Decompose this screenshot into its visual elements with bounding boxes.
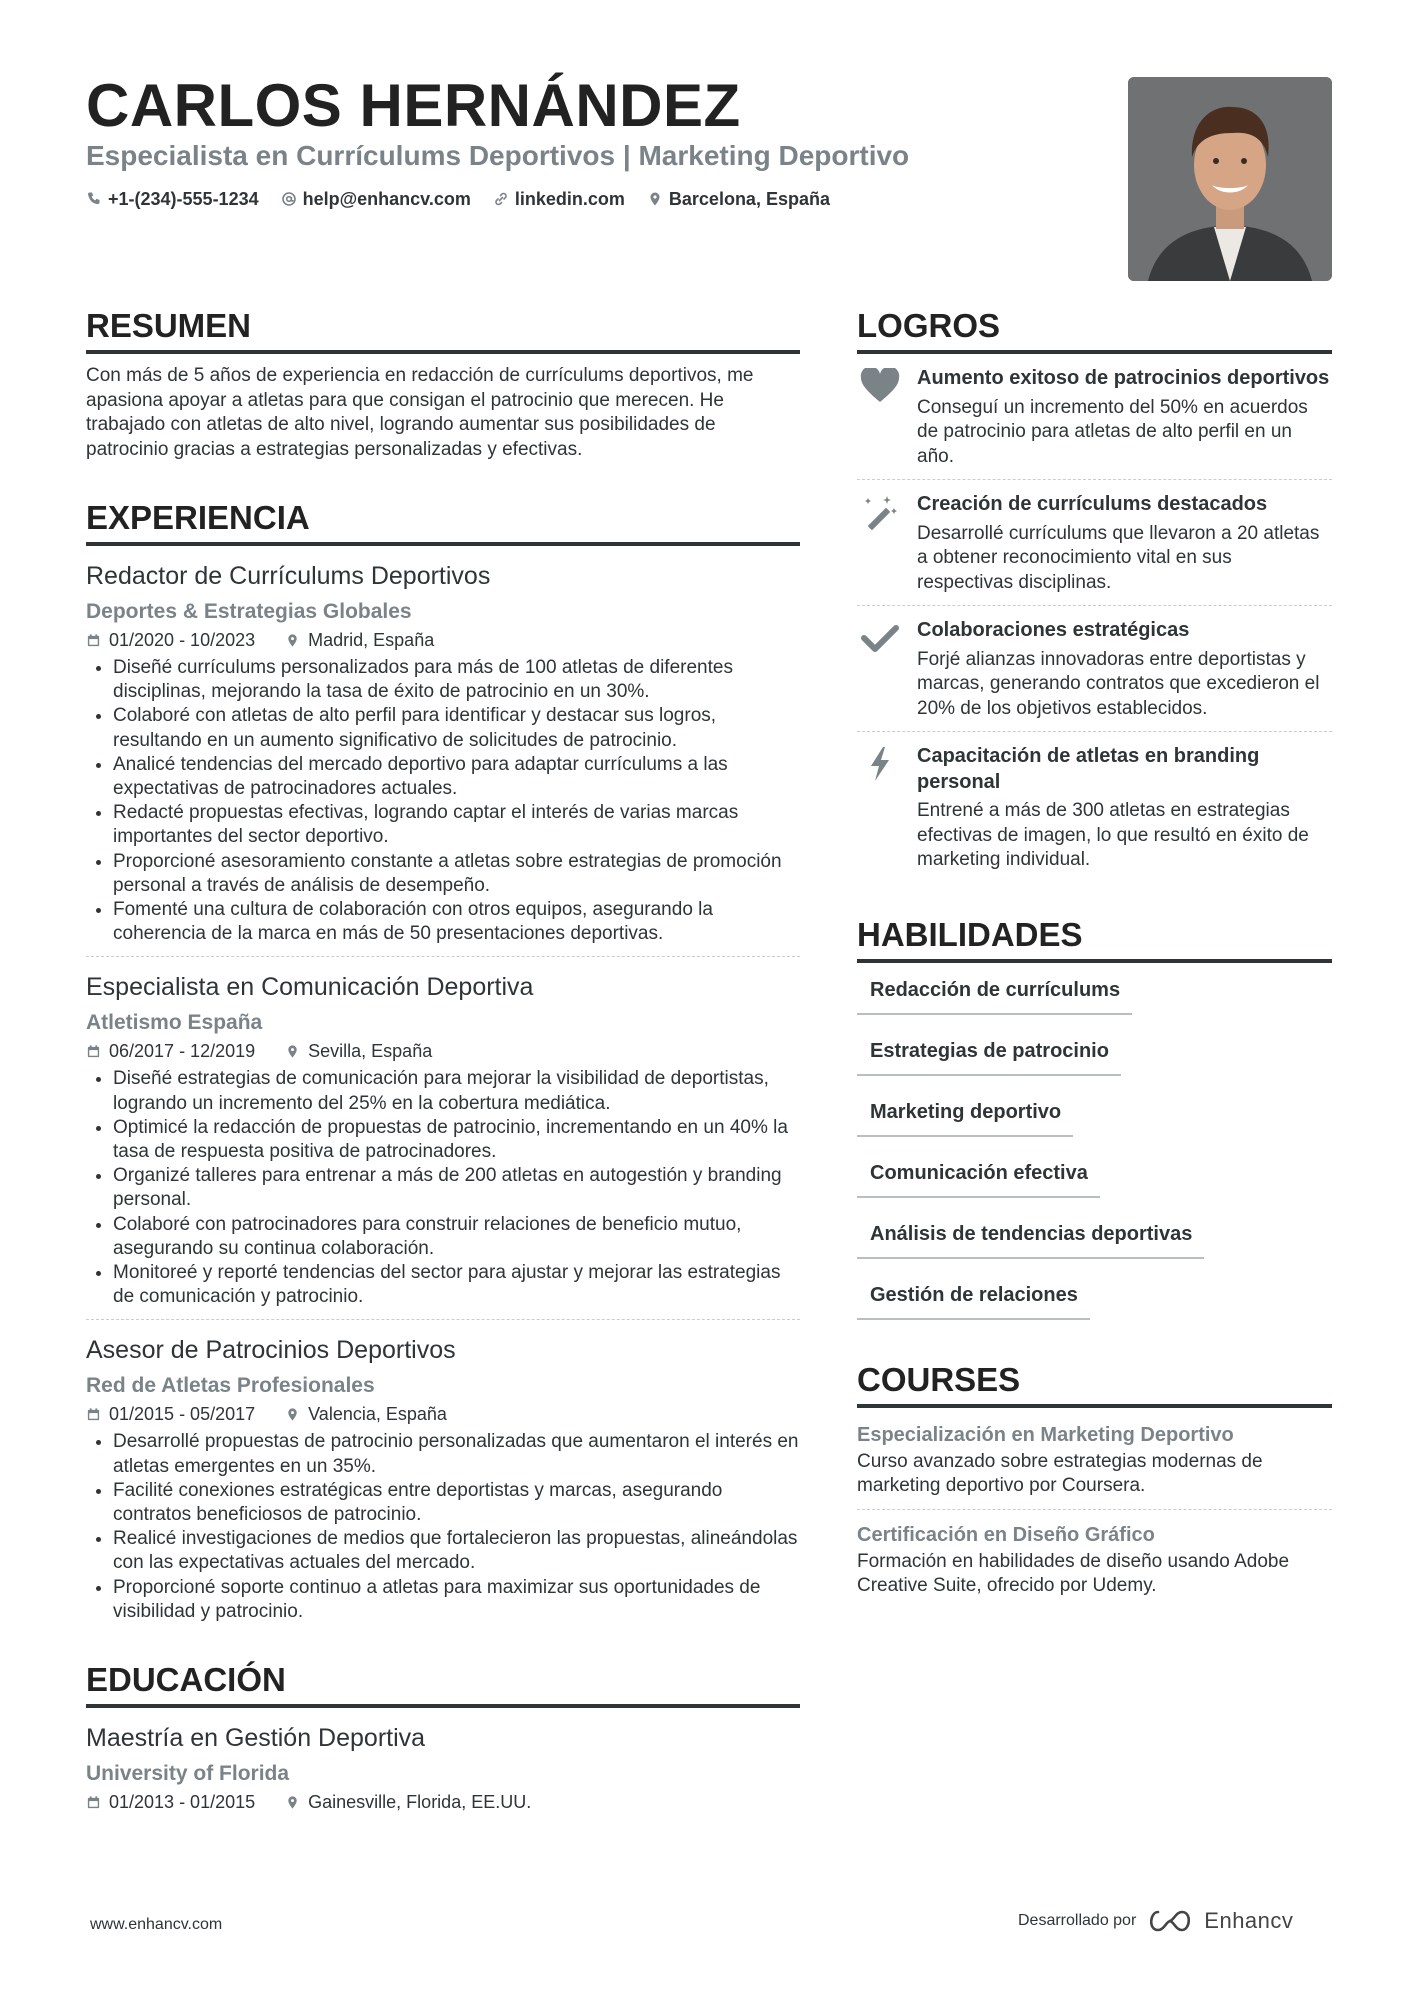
school-name: University of Florida [86,1762,290,1786]
candidate-name: CARLOS HERNÁNDEZ [86,72,741,139]
bullet-item: • Optimicé la redacción de propuestas de patrocinio, incrementando en un 40% la tasa de respuesta positiva de patrocinadores. [113,1116,800,1164]
calendar-icon [86,1044,101,1059]
skill-tag: Gestión de relaciones [857,1276,1090,1320]
bullet-item: • Colaboré con patrocinadores para construir relaciones de beneficio mutuo, asegurando su continua colaboración. [113,1213,800,1261]
job-title: Asesor de Patrocinios Deportivos [86,1336,456,1365]
skill-tag: Estrategias de patrocinio [857,1032,1121,1076]
achievement-title: Capacitación de atletas en branding personal [917,745,1260,793]
job-meta [86,1039,800,1063]
education-meta [86,1790,800,1814]
skill-tag: Redacción de currículums [857,971,1132,1015]
candidate-subtitle: Especialista en Currículums Deportivos | Marketing Deportivo [86,140,910,171]
magic-wand-icon [860,494,900,530]
job-title: Especialista en Comunicación Deportiva [86,973,534,1002]
calendar-icon [86,1795,101,1810]
achievement-title: Colaboraciones estratégicas [917,619,1190,641]
enhancv-logo-icon [1146,1908,1194,1934]
achievement-desc: Desarrollé currículums que llevaron a 20 atletas a obtener reconocimiento vital en sus respectivas disciplinas. [917,522,1320,593]
course-title: Especialización en Marketing Deportivo [857,1423,1234,1446]
powered-by-text: Desarrollado por [1018,1912,1137,1929]
experience-heading: EXPERIENCIA [86,498,800,546]
job-bullets [86,1067,800,1309]
bullet-item: • Colaboré con atletas de alto perfil para identificar y destacar sus logros, resultando en un aumento significativo de solicitudes de patrocinio. [113,704,800,752]
skills-list [857,971,1332,1320]
education-entry [86,1722,800,1814]
location-pin-icon [285,633,300,648]
achievement-item [857,732,1332,883]
job-entry [86,560,800,957]
job-company: Atletismo España [86,1011,263,1035]
contact-location [647,186,830,212]
profile-photo [1128,77,1332,281]
bullet-item: • Fomenté una cultura de colaboración con otros equipos, asegurando la coherencia de la marca en más de 50 presentaciones deportivas. [113,898,800,946]
achievement-title: Aumento exitoso de patrocinios deportivos [917,367,1330,389]
calendar-icon [86,1407,101,1422]
skill-tag: Análisis de tendencias deportivas [857,1215,1204,1259]
skill-tag: Comunicación efectiva [857,1154,1100,1198]
achievement-item [857,354,1332,480]
brand-name: Enhancv [1204,1908,1294,1933]
achievements-heading: LOGROS [857,306,1332,354]
job-entry [86,1334,800,1624]
location-pin-icon [285,1044,300,1059]
job-bullets [86,1430,800,1624]
lightning-icon [860,746,900,782]
location-pin-icon [647,191,663,207]
achievement-desc: Entrené a más de 300 atletas en estrategias efectivas de imagen, lo que resultó en éxito de marketing individual. [917,800,1309,870]
degree-title: Maestría en Gestión Deportiva [86,1724,426,1753]
job-location: Madrid, España [308,630,435,650]
bullet-item: • Monitoreé y reporté tendencias del sector para ajustar y mejorar las estrategias de comunicación y patrocinio. [113,1261,800,1309]
job-entry [86,971,800,1320]
contact-email[interactable] [281,186,471,212]
job-location: Sevilla, España [308,1041,433,1062]
achievement-item [857,480,1332,606]
achievement-title: Creación de currículums destacados [917,493,1268,515]
location-text: Barcelona, España [668,189,830,209]
linkedin-text: linkedin.com [514,189,625,209]
bullet-item: • Proporcioné asesoramiento constante a atletas sobre estrategias de promoción personal a través de análisis de desempeño. [113,850,800,898]
bullet-item: • Realicé investigaciones de medios que fortalecieron las propuestas, alineándolas con las expectativas actuales del mercado. [113,1527,800,1575]
bullet-item: • Proporcioné soporte continuo a atletas para maximizar sus oportunidades de visibilidad y patrocinio. [113,1576,800,1624]
job-dates: 01/2020 - 10/2023 [109,630,256,650]
skills-heading: HABILIDADES [857,915,1332,963]
contact-phone[interactable] [86,186,259,212]
course-item [857,1408,1332,1510]
checkmark-icon [860,620,900,656]
phone-text: +1-(234)-555-1234 [108,189,259,209]
job-company: Deportes & Estrategias Globales [86,600,412,623]
courses-heading: COURSES [857,1360,1332,1408]
footer-branding [1018,1908,1293,1934]
phone-icon [86,191,102,207]
link-icon [493,191,509,207]
bullet-item: • Redacté propuestas efectivas, logrando captar el interés de varias marcas importantes del sector deportivo. [113,801,800,849]
achievement-desc: Forjé alianzas innovadoras entre deportistas y marcas, generando contratos que excedieron el 20% de los objetivos establecidos. [917,648,1320,719]
bullet-item: • Diseñé estrategias de comunicación para mejorar la visibilidad de deportistas, logrando un incremento del 25% en la cobertura mediática. [113,1067,800,1115]
bullet-item: • Desarrollé propuestas de patrocinio personalizadas que aumentaron el interés en atletas emergentes en un 35%. [113,1430,800,1478]
job-meta [86,628,800,652]
education-location: Gainesville, Florida, EE.UU. [308,1792,532,1813]
bullet-item: • Diseñé currículums personalizados para más de 100 atletas de diferentes disciplinas, mejorando la tasa de éxito de patrocinio en un 30%. [113,656,800,704]
skill-tag: Marketing deportivo [857,1093,1073,1137]
location-pin-icon [285,1795,300,1810]
course-title: Certificación en Diseño Gráfico [857,1523,1155,1546]
job-title: Redactor de Currículums Deportivos [86,562,491,590]
right-column [857,306,1332,1599]
job-company: Red de Atletas Profesionales [86,1374,375,1398]
at-icon [281,191,297,207]
summary-text: Con más de 5 años de experiencia en redacción de currículums deportivos, me apasiona apoyar a atletas para que consigan el patrocinio que merecen. He trabajado con atletas de alto nivel, logrando aumentar sus posibilidades de patrocinio gracias a estrategias personalizadas y efectivas. [86,365,754,460]
calendar-icon [86,633,101,648]
left-column [86,306,800,1814]
achievement-desc: Conseguí un incremento del 50% en acuerdos de patrocinio para atletas de alto perfil en un año. [917,396,1308,467]
job-location: Valencia, España [308,1404,447,1425]
course-item [857,1510,1332,1599]
contact-linkedin[interactable] [493,186,625,212]
location-pin-icon [285,1407,300,1422]
job-dates: 06/2017 - 12/2019 [109,1041,256,1062]
email-text: help@enhancv.com [302,189,471,209]
summary-heading: RESUMEN [86,306,800,354]
bullet-item: • Facilité conexiones estratégicas entre deportistas y marcas, asegurando contratos beneficiosos de patrocinio. [113,1479,800,1527]
heart-icon [860,368,900,404]
course-desc: Curso avanzado sobre estrategias modernas de marketing deportivo por Coursera. [857,1450,1263,1496]
bullet-item: • Organizé talleres para entrenar a más de 200 atletas en autogestión y branding personal. [113,1164,800,1212]
footer-website[interactable]: www.enhancv.com [90,1916,223,1933]
education-heading: EDUCACIÓN [86,1660,800,1708]
job-bullets [86,656,800,946]
bullet-item: • Analicé tendencias del mercado deportivo para adaptar currículums a las expectativas de patrocinadores actuales. [113,753,800,801]
contact-bar [86,186,830,212]
education-dates: 01/2013 - 01/2015 [109,1792,256,1813]
job-dates: 01/2015 - 05/2017 [109,1404,256,1425]
job-meta [86,1402,800,1426]
course-desc: Formación en habilidades de diseño usando Adobe Creative Suite, ofrecido por Udemy. [857,1550,1290,1596]
achievement-item [857,606,1332,732]
